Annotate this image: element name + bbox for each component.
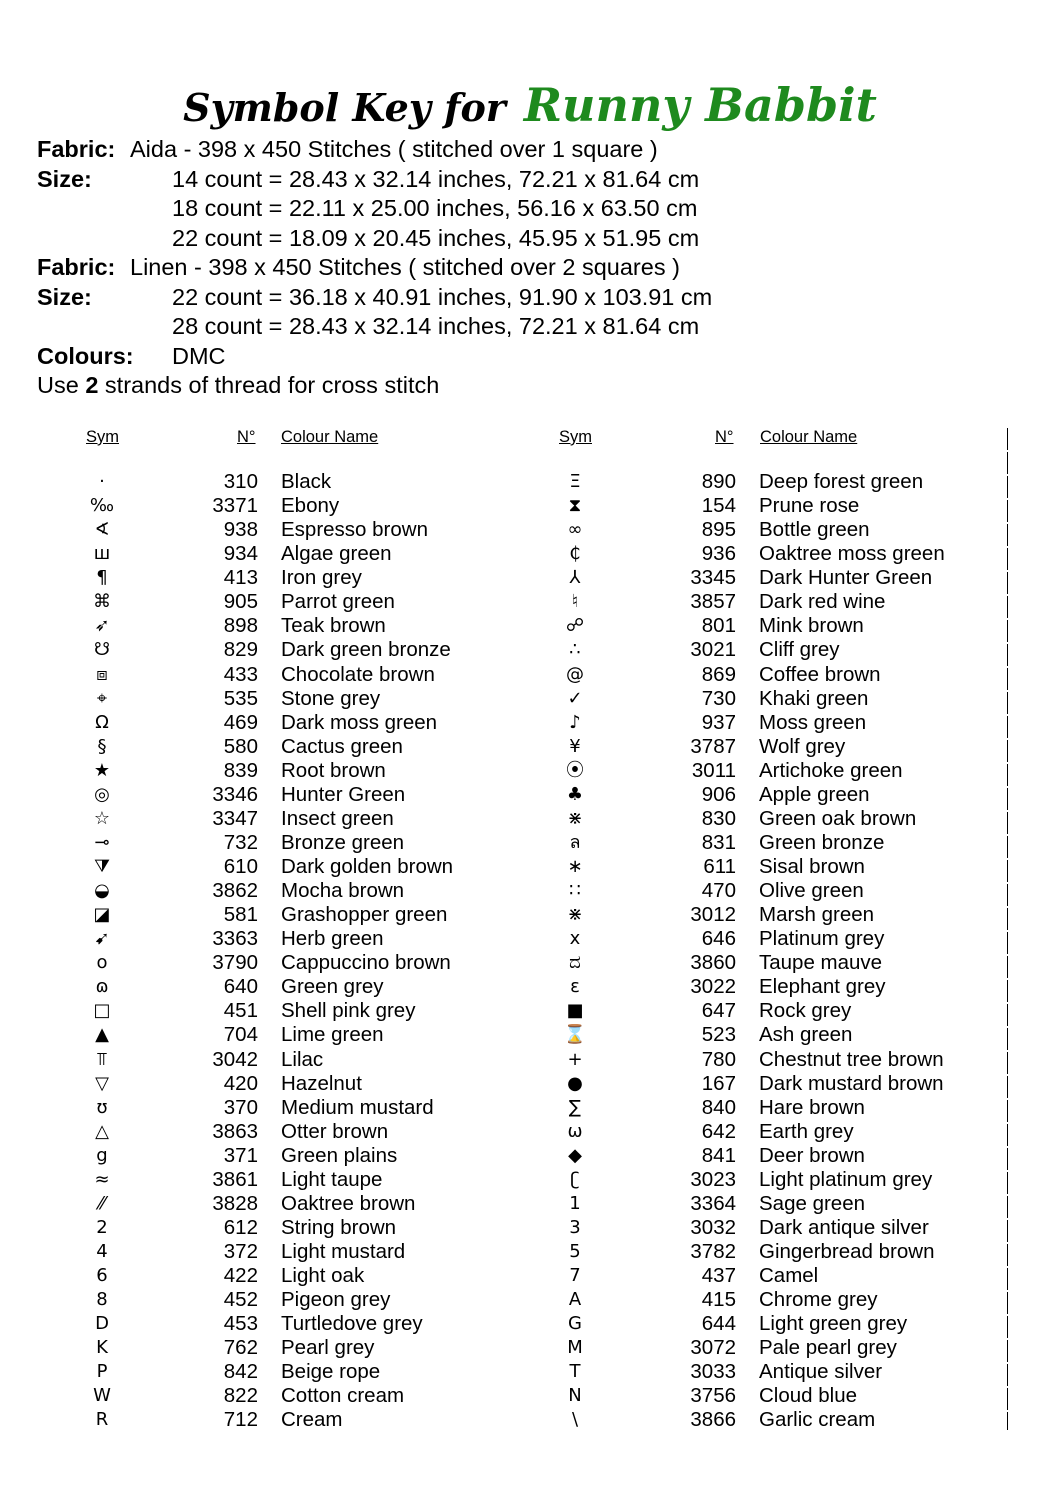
colour-name: Lime green	[281, 1023, 384, 1047]
colour-name: Apple green	[759, 782, 870, 806]
colour-name: Dark Hunter Green	[759, 566, 933, 590]
dmc-number: 451	[223, 999, 258, 1023]
stitch-symbol: A	[568, 1289, 582, 1311]
colour-name: String brown	[281, 1215, 397, 1239]
dmc-number: 730	[701, 686, 736, 710]
number-header: N°	[715, 428, 734, 446]
dmc-number: 3364	[690, 1191, 736, 1215]
colour-name: Gingerbread brown	[759, 1240, 935, 1263]
colour-name: Mocha brown	[281, 879, 405, 903]
colour-name: Insect green	[281, 806, 394, 830]
colour-name: Artichoke green	[759, 758, 903, 782]
dmc-number: 3347	[212, 806, 258, 830]
colour-name: Hunter Green	[281, 782, 406, 806]
stitch-symbol: ∞	[567, 519, 583, 541]
fabric-label: Fabric:	[37, 254, 116, 280]
stitch-symbol: ล	[569, 831, 581, 853]
colour-name: Deer brown	[759, 1143, 865, 1167]
colours-label: Colours:	[37, 342, 134, 369]
stitch-symbol: ◒	[94, 880, 110, 902]
dmc-number: 831	[701, 830, 736, 854]
dmc-number: 780	[701, 1047, 736, 1071]
dmc-number: 906	[701, 782, 736, 806]
dmc-number: 453	[223, 1312, 258, 1336]
stitch-symbol: ¥	[569, 735, 581, 757]
sym-header: Sym	[86, 428, 119, 446]
colour-name: Oaktree brown	[281, 1191, 416, 1215]
size-aida-row	[37, 224, 700, 254]
dmc-number: 762	[223, 1336, 258, 1360]
colour-name: Cappuccino brown	[281, 951, 451, 975]
dmc-number: 433	[223, 662, 258, 686]
stitch-symbol: 7	[569, 1265, 581, 1287]
colour-name: Platinum grey	[759, 927, 885, 951]
colour-name: Dark moss green	[281, 710, 438, 734]
stitch-symbol: ☆	[93, 807, 111, 829]
colour-name: Bottle green	[759, 518, 870, 542]
stitch-symbol: ▽	[95, 1072, 109, 1094]
colour-name: Sage green	[759, 1191, 866, 1215]
fabric-info	[37, 135, 713, 401]
dmc-number: 3828	[212, 1191, 258, 1215]
colour-name: Mink brown	[759, 614, 864, 638]
size-label: Size:	[37, 283, 92, 310]
colour-name: Turtledove grey	[281, 1312, 423, 1336]
colour-name: Cloud blue	[759, 1384, 858, 1408]
dmc-number: 822	[223, 1384, 258, 1408]
colour-name: Dark mustard brown	[759, 1071, 944, 1095]
title-prefix: Symbol Key for	[183, 85, 506, 130]
dmc-number: 420	[223, 1071, 258, 1095]
colour-name: Taupe mauve	[759, 951, 883, 975]
colour-name: Iron grey	[281, 566, 362, 590]
stitch-symbol: ☋	[94, 639, 110, 661]
stitch-symbol: ʗ	[570, 1168, 580, 1190]
dmc-number: 905	[223, 590, 258, 614]
size-value: 22 count = 36.18 x 40.91 inches, 91.90 x 103.91 cm	[172, 283, 713, 310]
stitch-symbol: ω	[567, 1120, 583, 1142]
stitch-symbol: ⌘	[93, 591, 111, 613]
dmc-number: 898	[223, 614, 258, 638]
colour-name: Parrot green	[281, 590, 395, 614]
dmc-number: 3756	[690, 1384, 736, 1408]
colour-name: Light oak	[281, 1264, 365, 1288]
stitch-symbol: @	[566, 663, 584, 685]
size-value: 14 count = 28.43 x 32.14 inches, 72.21 x 81.64 cm	[172, 165, 700, 192]
dmc-number: 415	[701, 1288, 736, 1312]
fabric-label: Fabric:	[37, 136, 116, 162]
stitch-symbol: ⧩	[93, 856, 111, 877]
colour-name: Light green grey	[759, 1312, 908, 1336]
dmc-number: 612	[223, 1215, 258, 1239]
stitch-symbol: x	[569, 928, 581, 950]
colour-name: Prune rose	[759, 494, 860, 518]
dmc-number: 3023	[690, 1167, 736, 1191]
stitch-symbol: 6	[96, 1265, 108, 1287]
colour-name: Dark golden brown	[281, 855, 454, 878]
dmc-number: 3012	[690, 903, 736, 927]
dmc-number: 640	[223, 975, 258, 999]
colour-name: Green bronze	[759, 830, 885, 854]
dmc-number: 3032	[690, 1215, 736, 1239]
dmc-number: 3866	[690, 1408, 736, 1432]
dmc-number: 3857	[690, 590, 736, 614]
dmc-number: 3787	[690, 734, 736, 758]
stitch-symbol: 5	[569, 1241, 581, 1262]
stitch-symbol: ▲	[95, 1024, 109, 1046]
dmc-number: 310	[223, 470, 258, 493]
sym-header: Sym	[559, 428, 592, 446]
dmc-number: 830	[701, 806, 736, 830]
stitch-symbol: ⌖	[96, 687, 108, 709]
colour-name: Olive green	[759, 879, 864, 903]
dmc-number: 3042	[212, 1047, 258, 1071]
stitch-symbol: ·	[99, 471, 105, 492]
dmc-number: 167	[701, 1071, 736, 1095]
dmc-number: 535	[223, 686, 258, 710]
page-border-line	[1007, 428, 1008, 1430]
size-aida-row	[37, 194, 698, 224]
colour-name: Hare brown	[759, 1095, 865, 1119]
colour-name: Coffee brown	[759, 662, 881, 686]
colour-name: Green grey	[281, 975, 384, 999]
colour-name-header: Colour Name	[281, 428, 379, 446]
dmc-number: 840	[701, 1095, 736, 1119]
dmc-number: 3860	[690, 951, 736, 975]
stitch-symbol: Ξ	[569, 471, 581, 492]
dmc-number: 370	[223, 1095, 258, 1119]
dmc-number: 937	[701, 710, 736, 734]
dmc-number: 647	[701, 999, 736, 1023]
dmc-number: 437	[701, 1264, 736, 1288]
strands-row	[37, 371, 439, 401]
dmc-number: 3011	[691, 758, 736, 782]
colour-name: Wolf grey	[759, 734, 846, 758]
stitch-symbol: ●	[567, 1072, 583, 1094]
colour-name: Chestnut tree brown	[759, 1047, 944, 1071]
colour-name: Antique silver	[759, 1360, 883, 1384]
colour-name: Light mustard	[281, 1240, 406, 1263]
stitch-symbol: ■	[566, 1000, 584, 1022]
dmc-number: 3371	[212, 494, 258, 518]
colour-name: Otter brown	[281, 1119, 389, 1143]
dmc-number: 371	[223, 1143, 258, 1167]
stitch-symbol: ∢	[94, 519, 110, 541]
colour-name: Khaki green	[759, 686, 869, 710]
stitch-symbol: ⅄	[569, 567, 581, 589]
colour-name: Light taupe	[281, 1167, 383, 1191]
dmc-number: 3072	[690, 1336, 736, 1360]
dmc-number: 3363	[212, 927, 258, 951]
dmc-number: 3021	[690, 638, 736, 662]
stitch-symbol: N	[568, 1385, 582, 1407]
colour-name: Dark antique silver	[759, 1215, 929, 1239]
stitch-symbol: ◪	[93, 904, 111, 926]
stitch-symbol: 4	[96, 1241, 108, 1262]
stitch-symbol: ₵	[569, 543, 581, 565]
dmc-number: 470	[701, 879, 736, 903]
stitch-symbol: ш	[93, 543, 111, 565]
colour-name: Garlic cream	[759, 1408, 876, 1432]
stitch-symbol: \	[571, 1409, 579, 1431]
stitch-symbol: D	[95, 1313, 109, 1335]
stitch-symbol: ɛ	[570, 976, 580, 998]
size-value: 18 count = 22.11 x 25.00 inches, 56.16 x 63.50 cm	[172, 195, 698, 221]
colour-name: Pigeon grey	[281, 1288, 391, 1312]
stitch-symbol: ◆	[568, 1144, 582, 1166]
dmc-number: 581	[223, 903, 258, 927]
colour-name: Pale pearl grey	[759, 1336, 897, 1360]
colours-row	[37, 342, 439, 372]
colour-name: Stone grey	[281, 686, 381, 710]
stitch-symbol: W	[93, 1385, 111, 1407]
colour-name: Dark green bronze	[281, 638, 451, 662]
dmc-number: 3782	[690, 1240, 736, 1263]
fabric-value: Linen - 398 x 450 Stitches ( stitched over 2 squares )	[130, 254, 680, 280]
stitch-symbol: ⁄⁄	[98, 1192, 105, 1214]
dmc-number: 523	[701, 1023, 736, 1047]
stitch-symbol: ♪	[569, 711, 581, 733]
stitch-symbol: ⋇	[567, 904, 583, 926]
stitch-symbol: R	[95, 1409, 109, 1431]
dmc-number: 712	[223, 1408, 258, 1432]
size-aida-row	[37, 165, 700, 195]
stitch-symbol: △	[95, 1120, 109, 1142]
stitch-symbol: ∗	[567, 856, 583, 877]
colour-name: Elephant grey	[759, 975, 886, 999]
colour-name: Oaktree moss green	[759, 542, 945, 566]
colour-name: Marsh green	[759, 903, 875, 927]
stitch-symbol: 1	[569, 1192, 581, 1214]
colour-name: Green oak brown	[759, 806, 917, 830]
size-linen-row	[37, 283, 713, 313]
stitch-symbol: ದ	[569, 952, 581, 974]
colour-name: Ash green	[759, 1023, 853, 1047]
colour-name: Lilac	[281, 1047, 324, 1071]
dmc-number: 895	[701, 518, 736, 542]
stitch-symbol: ☍	[565, 615, 585, 637]
dmc-number: 3790	[212, 951, 258, 975]
colour-name: Pearl grey	[281, 1336, 375, 1360]
dmc-number: 801	[701, 614, 736, 638]
colour-name: Beige rope	[281, 1360, 381, 1384]
dmc-number: 372	[223, 1240, 258, 1263]
colour-name: Medium mustard	[281, 1095, 434, 1119]
colour-name: Hazelnut	[281, 1071, 362, 1095]
stitch-symbol: §	[97, 735, 107, 757]
dmc-number: 936	[701, 542, 736, 566]
stitch-symbol: ♮	[571, 591, 579, 613]
number-header: N°	[237, 428, 256, 446]
colour-name: Rock grey	[759, 999, 852, 1023]
stitch-symbol: ➹	[94, 928, 110, 950]
colour-name: Cliff grey	[759, 638, 840, 662]
colour-name: Moss green	[759, 710, 867, 734]
colour-name-header: Colour Name	[760, 428, 858, 446]
dmc-number: 890	[701, 470, 736, 493]
dmc-number: 611	[703, 855, 736, 878]
stitch-symbol: ♣	[566, 783, 584, 805]
dmc-number: 646	[701, 927, 736, 951]
stitch-symbol: ʊ	[96, 1096, 108, 1118]
colour-name: Green plains	[281, 1143, 398, 1167]
stitch-symbol: ⊸	[94, 831, 110, 853]
stitch-symbol: P	[96, 1361, 108, 1383]
colour-name: Bronze green	[281, 830, 405, 854]
stitch-symbol: ⧗	[568, 495, 582, 517]
dmc-number: 580	[223, 734, 258, 758]
dmc-number: 422	[223, 1264, 258, 1288]
dmc-number: 934	[223, 542, 258, 566]
size-linen-row	[37, 312, 700, 342]
colour-name: Deep forest green	[759, 470, 924, 493]
stitch-symbol: ◎	[94, 783, 110, 805]
colour-name: Light platinum grey	[759, 1167, 933, 1191]
colour-name: Shell pink grey	[281, 999, 416, 1023]
dmc-number: 3861	[212, 1167, 258, 1191]
colour-name: Earth grey	[759, 1119, 854, 1143]
dmc-number: 644	[701, 1312, 736, 1336]
stitch-symbol: Ω	[95, 711, 109, 733]
dmc-number: 869	[701, 662, 736, 686]
stitch-symbol: ➶	[94, 615, 110, 637]
stitch-symbol: g	[96, 1144, 108, 1166]
strands-pre: Use	[37, 372, 86, 398]
stitch-symbol: ∑	[568, 1096, 582, 1118]
colour-name: Dark red wine	[759, 590, 886, 614]
dmc-number: 3346	[212, 782, 258, 806]
colour-name: Root brown	[281, 758, 386, 782]
colour-name: Chocolate brown	[281, 662, 435, 686]
fabric-aida-row	[37, 135, 658, 165]
fabric-linen-row	[37, 253, 680, 283]
dmc-number: 154	[701, 494, 736, 518]
stitch-symbol: □	[93, 1000, 111, 1022]
stitch-symbol: ɷ	[95, 976, 109, 998]
stitch-symbol: ⫪	[96, 1048, 108, 1070]
stitch-symbol: K	[96, 1337, 108, 1359]
stitch-symbol: ✓	[567, 687, 583, 709]
dmc-number: 839	[223, 758, 258, 782]
stitch-symbol: M	[567, 1337, 583, 1359]
stitch-symbol: T	[569, 1361, 581, 1383]
colour-name: Black	[281, 470, 332, 493]
colour-name: Cactus green	[281, 734, 403, 758]
stitch-symbol: 3	[569, 1216, 581, 1238]
dmc-number: 642	[701, 1119, 736, 1143]
dmc-number: 413	[223, 566, 258, 590]
colour-name: Ebony	[281, 494, 340, 518]
stitch-symbol: o	[96, 952, 108, 974]
colour-name: Algae green	[281, 542, 392, 566]
fabric-value: Aida - 398 x 450 Stitches ( stitched over 1 square )	[130, 136, 658, 162]
title-pattern-name: Runny Babbit	[523, 78, 877, 132]
stitch-symbol: ¶	[96, 567, 108, 589]
stitch-symbol: ⦿	[566, 759, 584, 781]
colour-name: Sisal brown	[759, 855, 865, 878]
stitch-symbol: ‰	[89, 495, 115, 517]
stitch-symbol: ≈	[94, 1168, 110, 1190]
size-value: 28 count = 28.43 x 32.14 inches, 72.21 x 81.64 cm	[172, 313, 700, 339]
colour-name: Chrome grey	[759, 1288, 878, 1312]
stitch-symbol: ⌛	[563, 1024, 587, 1046]
colour-name: Herb green	[281, 927, 384, 951]
colour-name: Cotton cream	[281, 1384, 405, 1408]
stitch-symbol: ∴	[569, 639, 581, 661]
stitch-symbol: ⋇	[567, 807, 583, 829]
dmc-number: 829	[223, 638, 258, 662]
stitch-symbol: +	[567, 1048, 583, 1070]
strands-count: 2	[85, 372, 99, 398]
dmc-number: 3022	[690, 975, 736, 999]
strands-post: strands of thread for cross stitch	[98, 372, 440, 398]
dmc-number: 842	[223, 1360, 258, 1384]
dmc-number: 938	[223, 518, 258, 542]
dmc-number: 3033	[690, 1360, 736, 1384]
colour-name: Camel	[759, 1264, 819, 1288]
dmc-number: 841	[701, 1143, 736, 1167]
dmc-number: 610	[223, 855, 258, 878]
stitch-symbol: ∷	[569, 880, 581, 902]
colour-name: Teak brown	[281, 614, 386, 638]
stitch-symbol: 8	[96, 1289, 108, 1311]
colours-value: DMC	[172, 342, 226, 369]
stitch-symbol: 2	[96, 1216, 108, 1238]
dmc-number: 469	[223, 710, 258, 734]
colour-name: Espresso brown	[281, 518, 428, 542]
colour-name: Cream	[281, 1408, 343, 1432]
dmc-number: 732	[223, 830, 258, 854]
dmc-number: 452	[223, 1288, 258, 1312]
dmc-number: 3862	[212, 879, 258, 903]
colour-name: Grashopper green	[281, 903, 448, 927]
dmc-number: 3345	[690, 566, 736, 590]
stitch-symbol: ⧈	[96, 663, 108, 685]
dmc-number: 704	[223, 1023, 258, 1047]
size-label: Size:	[37, 165, 92, 192]
stitch-symbol: G	[568, 1313, 582, 1335]
dmc-number: 3863	[212, 1119, 258, 1143]
size-value: 22 count = 18.09 x 20.45 inches, 45.95 x 51.95 cm	[172, 224, 700, 251]
page-title	[0, 78, 1060, 132]
stitch-symbol: ★	[93, 759, 111, 781]
